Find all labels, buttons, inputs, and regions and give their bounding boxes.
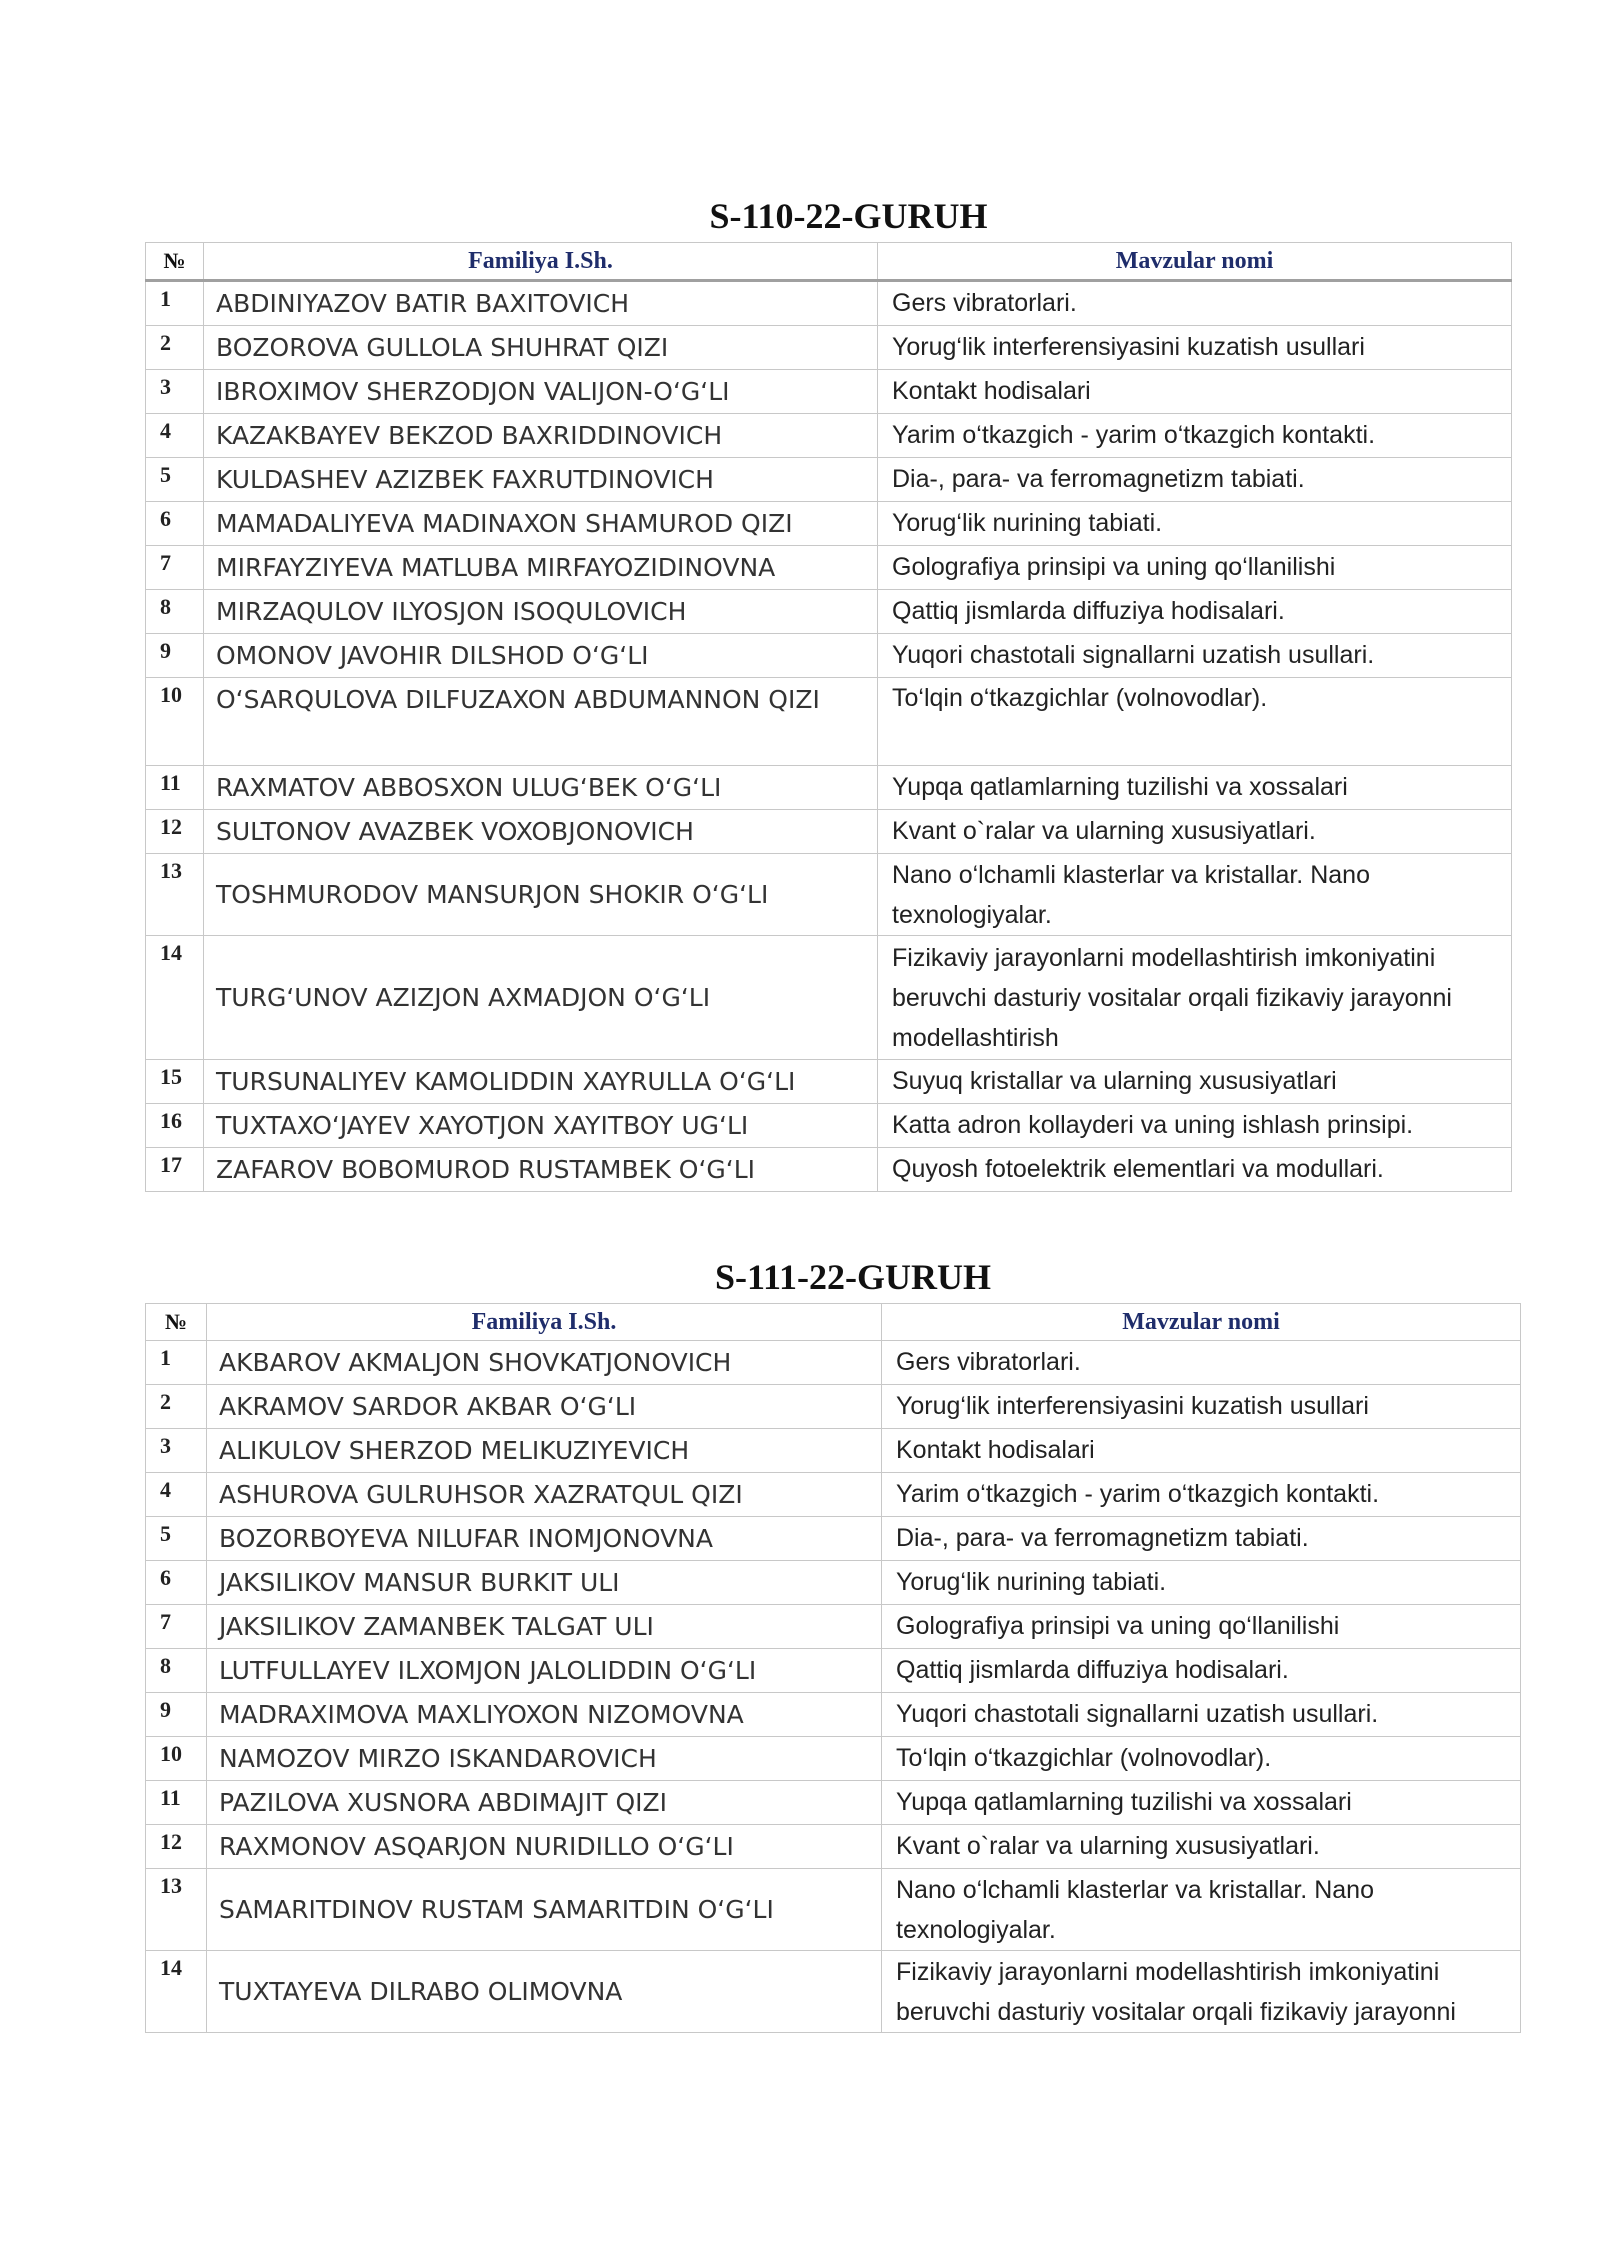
row-number: 6 [146, 1561, 207, 1605]
student-name: ZAFAROV BOBOMUROD RUSTAMBEK O‘G‘LI [204, 1148, 878, 1192]
group-title: S-111-22-GURUH [714, 1257, 991, 1297]
topic-title: Katta adron kollayderi va uning ishlash prinsipi. [878, 1104, 1512, 1148]
student-name: SULTONOV AVAZBEK VOXOBJONOVICH [204, 810, 878, 854]
row-number: 5 [146, 458, 204, 502]
row-number: 9 [146, 634, 204, 678]
student-name: LUTFULLAYEV ILXOMJON JALOLIDDIN O‘G‘LI [207, 1649, 882, 1693]
row-number: 9 [146, 1693, 207, 1737]
table-row [146, 1605, 1521, 1649]
group-section-s110 [145, 192, 1512, 1192]
student-name: BOZORBOYEVA NILUFAR INOMJONOVNA [207, 1517, 882, 1561]
row-number: 3 [146, 370, 204, 414]
student-name: TURSUNALIYEV KAMOLIDDIN XAYRULLA O‘G‘LI [204, 1060, 878, 1104]
topic-title: Fizikaviy jarayonlarni modellashtirish imkoniyatini beruvchi dasturiy vositalar orqali fizikaviy jarayonni [882, 1951, 1521, 2033]
student-name: JAKSILIKOV MANSUR BURKIT ULI [207, 1561, 882, 1605]
students-table [145, 1303, 1521, 2033]
table-row [146, 1104, 1512, 1148]
table-row [146, 766, 1512, 810]
table-row [146, 326, 1512, 370]
student-name: TURG‘UNOV AZIZJON AXMADJON O‘G‘LI [204, 936, 878, 1060]
student-name: RAXMONOV ASQARJON NURIDILLO O‘G‘LI [207, 1825, 882, 1869]
topic-title: Nano o‘lchamli klasterlar va kristallar. Nano texnologiyalar. [878, 854, 1512, 936]
student-name: OMONOV JAVOHIR DILSHOD O‘G‘LI [204, 634, 878, 678]
row-number: 1 [146, 1341, 207, 1385]
topic-title: Yorug‘lik nurining tabiati. [878, 502, 1512, 546]
header-topic: Mavzular nomi [882, 1304, 1521, 1341]
student-name: NAMOZOV MIRZO ISKANDAROVICH [207, 1737, 882, 1781]
row-number: 5 [146, 1517, 207, 1561]
table-row [146, 634, 1512, 678]
table-row [146, 1341, 1521, 1385]
row-number: 7 [146, 1605, 207, 1649]
row-number: 11 [146, 1781, 207, 1825]
table-row [146, 1429, 1521, 1473]
student-name: O‘SARQULOVA DILFUZAXON ABDUMANNON QIZI [204, 678, 878, 766]
table-row [146, 1473, 1521, 1517]
topic-title: Kontakt hodisalari [882, 1429, 1521, 1473]
row-number: 13 [146, 854, 204, 936]
students-table [145, 242, 1512, 1192]
row-number: 6 [146, 502, 204, 546]
table-row [146, 1951, 1521, 2033]
topic-title: Yarim o‘tkazgich - yarim o‘tkazgich kontakti. [878, 414, 1512, 458]
row-number: 17 [146, 1148, 204, 1192]
table-row [146, 414, 1512, 458]
student-name: ABDINIYAZOV BATIR BAXITOVICH [204, 281, 878, 326]
row-number: 13 [146, 1869, 207, 1951]
table-row [146, 678, 1512, 766]
topic-title: Yuqori chastotali signallarni uzatish usullari. [882, 1693, 1521, 1737]
table-body [146, 1341, 1521, 2033]
student-name: MAMADALIYEVA MADINAXON SHAMUROD QIZI [204, 502, 878, 546]
table-row [146, 1869, 1521, 1951]
student-name: MADRAXIMOVA MAXLIYOXON NIZOMOVNA [207, 1693, 882, 1737]
table-row [146, 1060, 1512, 1104]
table-row [146, 936, 1512, 1060]
table-row [146, 546, 1512, 590]
header-name: Familiya I.Sh. [204, 243, 878, 281]
topic-title: Qattiq jismlarda diffuziya hodisalari. [882, 1649, 1521, 1693]
topic-title: Yorug‘lik interferensiyasini kuzatish usullari [882, 1385, 1521, 1429]
topic-title: Yarim o‘tkazgich - yarim o‘tkazgich kontakti. [882, 1473, 1521, 1517]
student-name: TUXTAYEVA DILRABO OLIMOVNA [207, 1951, 882, 2033]
table-header-row [146, 1304, 1521, 1341]
topic-title: Gers vibratorlari. [878, 281, 1512, 326]
row-number: 8 [146, 1649, 207, 1693]
topic-title: Dia-, para- va ferromagnetizm tabiati. [878, 458, 1512, 502]
table-row [146, 1561, 1521, 1605]
header-number: № [146, 1304, 207, 1341]
table-row [146, 502, 1512, 546]
topic-title: Suyuq kristallar va ularning xususiyatlari [878, 1060, 1512, 1104]
header-number: № [146, 243, 204, 281]
table-row [146, 1781, 1521, 1825]
topic-title: Qattiq jismlarda diffuziya hodisalari. [878, 590, 1512, 634]
table-row [146, 1649, 1521, 1693]
topic-title: Kvant o`ralar va ularning xususiyatlari. [878, 810, 1512, 854]
row-number: 16 [146, 1104, 204, 1148]
topic-title: Gers vibratorlari. [882, 1341, 1521, 1385]
row-number: 14 [146, 936, 204, 1060]
row-number: 4 [146, 414, 204, 458]
topic-title: Yupqa qatlamlarning tuzilishi va xossalari [882, 1781, 1521, 1825]
row-number: 14 [146, 1951, 207, 2033]
group-section-s111 [145, 1253, 1521, 2033]
topic-title: Golografiya prinsipi va uning qo‘llanilishi [882, 1605, 1521, 1649]
student-name: ASHUROVA GULRUHSOR XAZRATQUL QIZI [207, 1473, 882, 1517]
topic-title: To‘lqin o‘tkazgichlar (volnovodlar). [882, 1737, 1521, 1781]
topic-title: Nano o‘lchamli klasterlar va kristallar. Nano texnologiyalar. [882, 1869, 1521, 1951]
table-row [146, 810, 1512, 854]
student-name: PAZILOVA XUSNORA ABDIMAJIT QIZI [207, 1781, 882, 1825]
row-number: 2 [146, 326, 204, 370]
group-title: S-110-22-GURUH [709, 196, 988, 236]
table-row [146, 281, 1512, 326]
row-number: 12 [146, 810, 204, 854]
header-topic: Mavzular nomi [878, 243, 1512, 281]
student-name: TUXTAXO‘JAYEV XAYOTJON XAYITBOY UG‘LI [204, 1104, 878, 1148]
row-number: 11 [146, 766, 204, 810]
topic-title: Quyosh fotoelektrik elementlari va modullari. [878, 1148, 1512, 1192]
topic-title: Yorug‘lik interferensiyasini kuzatish usullari [878, 326, 1512, 370]
table-row [146, 1517, 1521, 1561]
topic-title: Yorug‘lik nurining tabiati. [882, 1561, 1521, 1605]
table-row [146, 854, 1512, 936]
table-row [146, 1148, 1512, 1192]
table-body [146, 281, 1512, 1192]
row-number: 12 [146, 1825, 207, 1869]
row-number: 3 [146, 1429, 207, 1473]
table-row [146, 1737, 1521, 1781]
student-name: IBROXIMOV SHERZODJON VALIJON-O‘G‘LI [204, 370, 878, 414]
header-name: Familiya I.Sh. [207, 1304, 882, 1341]
table-header-row [146, 243, 1512, 281]
student-name: SAMARITDINOV RUSTAM SAMARITDIN O‘G‘LI [207, 1869, 882, 1951]
row-number: 10 [146, 1737, 207, 1781]
row-number: 10 [146, 678, 204, 766]
table-row [146, 458, 1512, 502]
table-row [146, 1825, 1521, 1869]
topic-title: Fizikaviy jarayonlarni modellashtirish imkoniyatini beruvchi dasturiy vositalar orqali fizikaviy jarayonni modellashtirish [878, 936, 1512, 1060]
topic-title: To‘lqin o‘tkazgichlar (volnovodlar). [878, 678, 1512, 766]
row-number: 7 [146, 546, 204, 590]
student-name: ALIKULOV SHERZOD MELIKUZIYEVICH [207, 1429, 882, 1473]
topic-title: Golografiya prinsipi va uning qo‘llanilishi [878, 546, 1512, 590]
student-name: RAXMATOV ABBOSXON ULUG‘BEK O‘G‘LI [204, 766, 878, 810]
table-row [146, 370, 1512, 414]
topic-title: Kontakt hodisalari [878, 370, 1512, 414]
row-number: 2 [146, 1385, 207, 1429]
student-name: MIRFAYZIYEVA MATLUBA MIRFAYOZIDINOVNA [204, 546, 878, 590]
student-name: JAKSILIKOV ZAMANBEK TALGAT ULI [207, 1605, 882, 1649]
topic-title: Kvant o`ralar va ularning xususiyatlari. [882, 1825, 1521, 1869]
table-row [146, 1693, 1521, 1737]
topic-title: Yupqa qatlamlarning tuzilishi va xossalari [878, 766, 1512, 810]
row-number: 15 [146, 1060, 204, 1104]
topic-title: Dia-, para- va ferromagnetizm tabiati. [882, 1517, 1521, 1561]
student-name: KULDASHEV AZIZBEK FAXRUTDINOVICH [204, 458, 878, 502]
student-name: BOZOROVA GULLOLA SHUHRAT QIZI [204, 326, 878, 370]
student-name: AKRAMOV SARDOR AKBAR O‘G‘LI [207, 1385, 882, 1429]
topic-title: Yuqori chastotali signallarni uzatish usullari. [878, 634, 1512, 678]
student-name: MIRZAQULOV ILYOSJON ISOQULOVICH [204, 590, 878, 634]
row-number: 8 [146, 590, 204, 634]
row-number: 4 [146, 1473, 207, 1517]
row-number: 1 [146, 281, 204, 326]
table-row [146, 1385, 1521, 1429]
table-row [146, 590, 1512, 634]
student-name: AKBAROV AKMALJON SHOVKATJONOVICH [207, 1341, 882, 1385]
student-name: KAZAKBAYEV BEKZOD BAXRIDDINOVICH [204, 414, 878, 458]
student-name: TOSHMURODOV MANSURJON SHOKIR O‘G‘LI [204, 854, 878, 936]
